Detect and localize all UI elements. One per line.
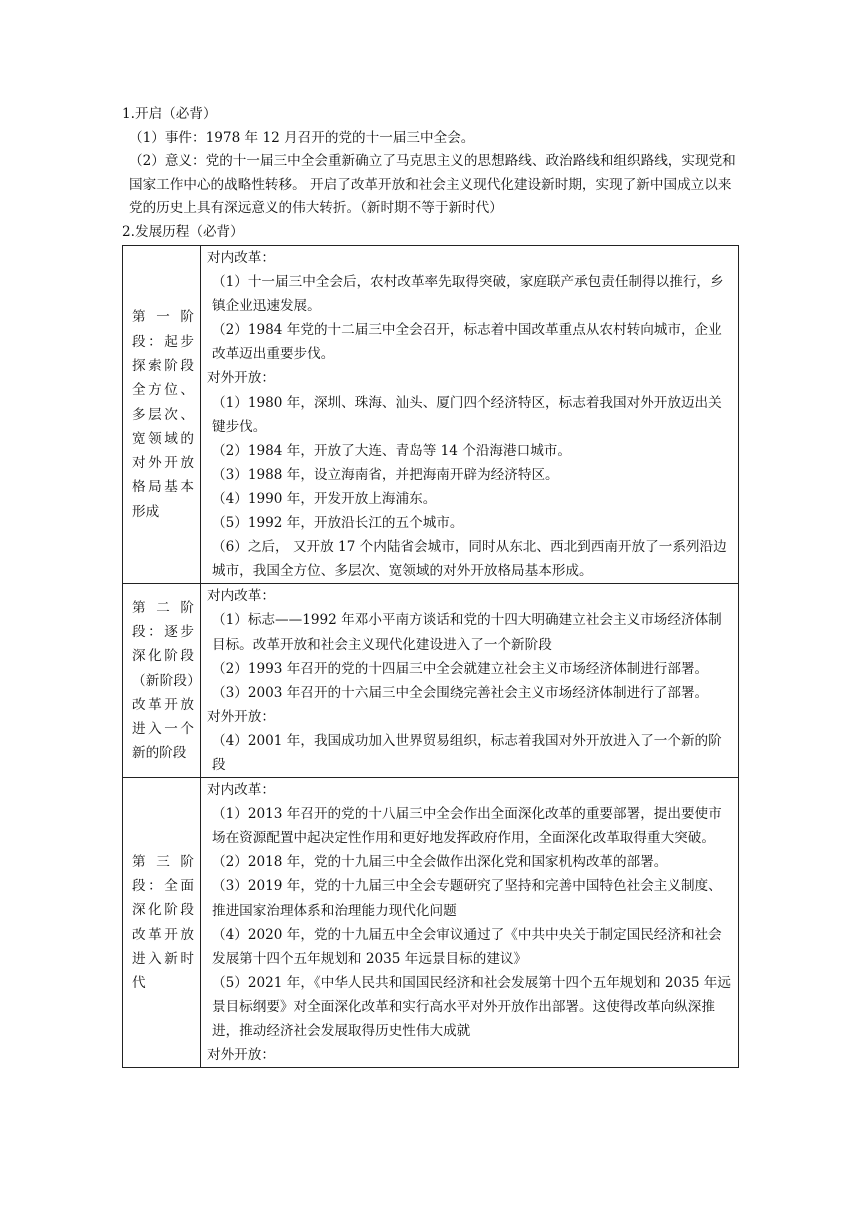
domestic-label: 对内改革： [207,782,275,799]
significance-paragraph: （2）意义：党的十一届三中全会重新确立了马克思主义的思想路线、政治路线和组织路线，实现党和国家工作中心的战略性转移。 开启了改革开放和社会主义现代化建设新时期，实现了新中国成立以来党的历史上具有深远意义的伟大转折。（新时期不等于新时代） [129,153,736,216]
stage-row-1 [123,246,739,584]
list-item: （2）1984 年，开放了大连、青岛等 14 个沿海港口城市。 [212,442,571,459]
list-item: （2）1993 年召开的党的十四届三中全会就建立社会主义市场经济体制进行部署。 [212,660,709,677]
foreign-label: 对外开放： [207,370,275,387]
list-item: （6）之后， 又开放 17 个内陆省会城市，同时从东北、西北到西南开放了一系列沿边城市，我国全方位、多层次、宽领域的对外开放格局基本形成。 [212,539,727,580]
stage-name: 第 一 阶段：起步探索阶段全方位、多层次、宽领域的对外开放格局基本形成 [132,309,194,520]
event-paragraph: （1）事件：1978 年 12 月召开的党的十一届三中全会。 [129,129,475,146]
stage-row-3 [123,778,739,1068]
stage-name: 第 三 阶段：全面深化阶段改革开放进入新时代 [132,853,194,992]
document-page [122,103,740,1068]
domestic-label: 对内改革： [207,588,275,605]
list-item: （1）十一届三中全会后，农村改革率先取得突破，家庭联产承包责任制得以推行，乡镇企业迅速发展。 [212,274,724,315]
foreign-label: 对外开放： [207,1047,275,1064]
stages-table [122,245,739,1068]
list-item: （4）2001 年，我国成功加入世界贸易组织，标志着我国对外开放进入了一个新的阶段 [212,732,722,773]
list-item: （1）标志——1992 年邓小平南方谈话和党的十四大明确建立社会主义市场经济体制目标。改革开放和社会主义现代化建设进入了一个新阶段 [212,612,722,653]
stage-content-cell [201,584,739,778]
list-item: （3）1988 年，设立海南省，并把海南开辟为经济特区。 [212,466,559,483]
list-item: （5）1992 年，开放沿长江的五个城市。 [212,515,464,532]
stage-name-cell [123,246,201,584]
foreign-label: 对外开放： [207,708,275,725]
stage-name-cell [123,584,201,778]
list-item: （2）1984 年党的十二届三中全会召开，标志着中国改革重点从农村转向城市，企业改革迈出重要步伐。 [212,322,722,363]
list-item: （2）2018 年，党的十九届三中全会做作出深化党和国家机构改革的部署。 [212,854,668,871]
list-item: （4）2020 年，党的十九届五中全会审议通过了《中共中央关于制定国民经济和社会发展第十四个五年规划和 2035 年远景目标的建议》 [212,926,722,967]
list-item: （4）1990 年，开发开放上海浦东。 [212,490,437,507]
list-item: （1）1980 年，深圳、珠海、汕头、厦门四个经济特区，标志着我国对外开放迈出关键步伐。 [212,394,722,435]
list-item: （3）2003 年召开的十六届三中全会围绕完善社会主义市场经济体制进行了部署。 [212,684,709,701]
stage-name-cell [123,778,201,1068]
domestic-label: 对内改革： [207,250,275,266]
stage-name: 第 二 阶段：逐步深化阶段（新阶段）改革开放进入一个新的阶段 [132,599,194,762]
list-item: （3）2019 年，党的十九届三中全会专题研究了坚持和完善中国特色社会主义制度、推进国家治理体系和治理能力现代化问题 [212,878,722,919]
stage-content-cell [201,778,739,1068]
list-item: （5）2021 年，《中华人民共和国国民经济和社会发展第十四个五年规划和 2035 年远景目标纲要》对全面深化改革和实行高水平对外开放作出部署。这使得改革向纵深推进，推动经济社会发展取得历史性伟大成就 [212,974,731,1039]
list-item: （1）2013 年召开的党的十八届三中全会作出全面深化改革的重要部署，提出要使市场在资源配置中起决定性作用和更好地发挥政府作用，全面深化改革取得重大突破。 [212,806,722,847]
heading-development: 2.发展历程（必背） [122,223,244,240]
stage-content-cell [201,246,739,584]
heading-opening: 1.开启（必背） [122,106,217,122]
stage-row-2 [123,584,739,778]
